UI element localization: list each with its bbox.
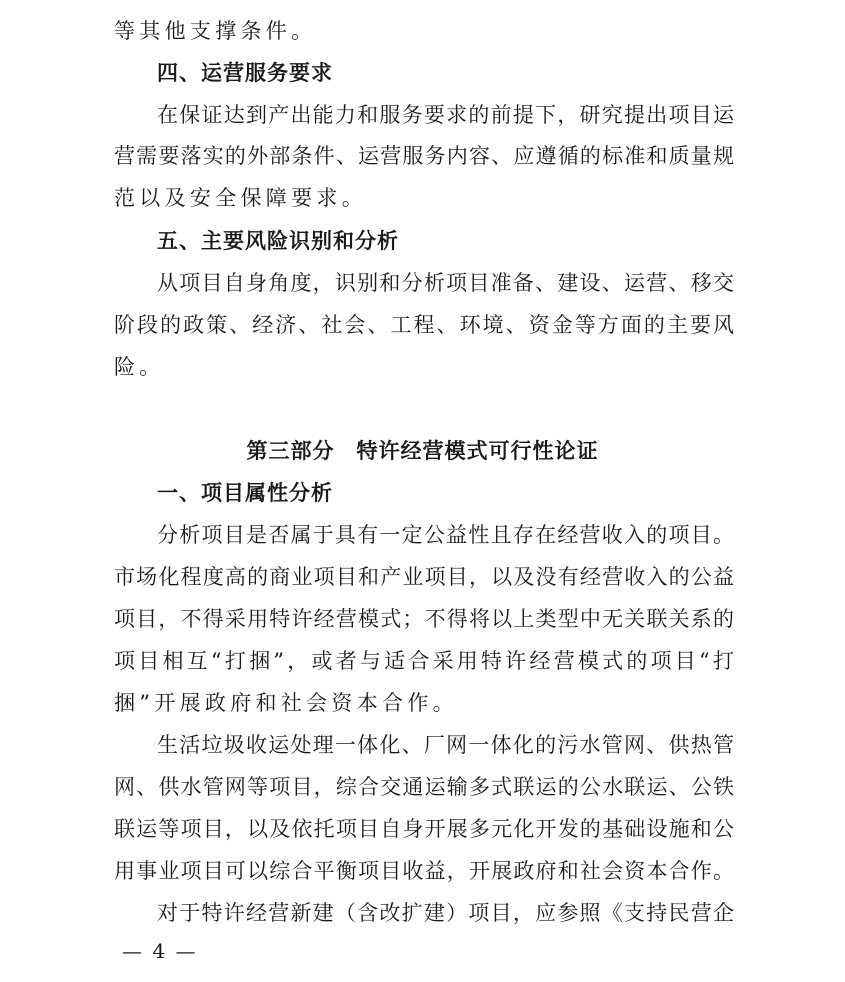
text-line: 从项目自身角度，识别和分析项目准备、建设、运营、移交 [157, 271, 734, 295]
text-line: 等其他支撑条件。 [114, 19, 317, 43]
section-heading-5: 五、主要风险识别和分析 [157, 229, 399, 253]
text-line: 险。 [114, 355, 165, 379]
text-line: 范以及安全保障要求。 [114, 186, 367, 210]
text-line: 项目相互“打捆”，或者与适合采用特许经营模式的项目“打 [114, 649, 734, 673]
text-line: 用事业项目可以综合平衡项目收益，开展政府和社会资本合作。 [114, 859, 734, 883]
text-line: 在保证达到产出能力和服务要求的前提下，研究提出项目运 [157, 103, 734, 127]
part-title: 第三部分 特许经营模式可行性论证 [246, 439, 599, 463]
text-line: 分析项目是否属于具有一定公益性且存在经营收入的项目。 [157, 523, 734, 547]
text-line: 捆”开展政府和社会资本合作。 [114, 691, 458, 715]
text-line: 阶段的政策、经济、社会、工程、环境、资金等方面的主要风 [114, 313, 734, 337]
section-heading-4: 四、运营服务要求 [157, 61, 333, 85]
text-line: 项目，不得采用特许经营模式；不得将以上类型中无关联关系的 [114, 607, 734, 631]
text-line: 对于特许经营新建（含改扩建）项目，应参照《支持民营企 [157, 901, 734, 925]
text-line: 联运等项目，以及依托项目自身开展多元化开发的基础设施和公 [114, 817, 734, 841]
section-heading-1: 一、项目属性分析 [157, 481, 333, 505]
text-line: 营需要落实的外部条件、运营服务内容、应遵循的标准和质量规 [114, 144, 734, 168]
text-line: 网、供水管网等项目，综合交通运输多式联运的公水联运、公铁 [114, 775, 734, 799]
text-line: 生活垃圾收运处理一体化、厂网一体化的污水管网、供热管 [157, 733, 734, 757]
page-number: — 4 — [122, 939, 198, 963]
text-line: 市场化程度高的商业项目和产业项目，以及没有经营收入的公益 [114, 565, 734, 589]
